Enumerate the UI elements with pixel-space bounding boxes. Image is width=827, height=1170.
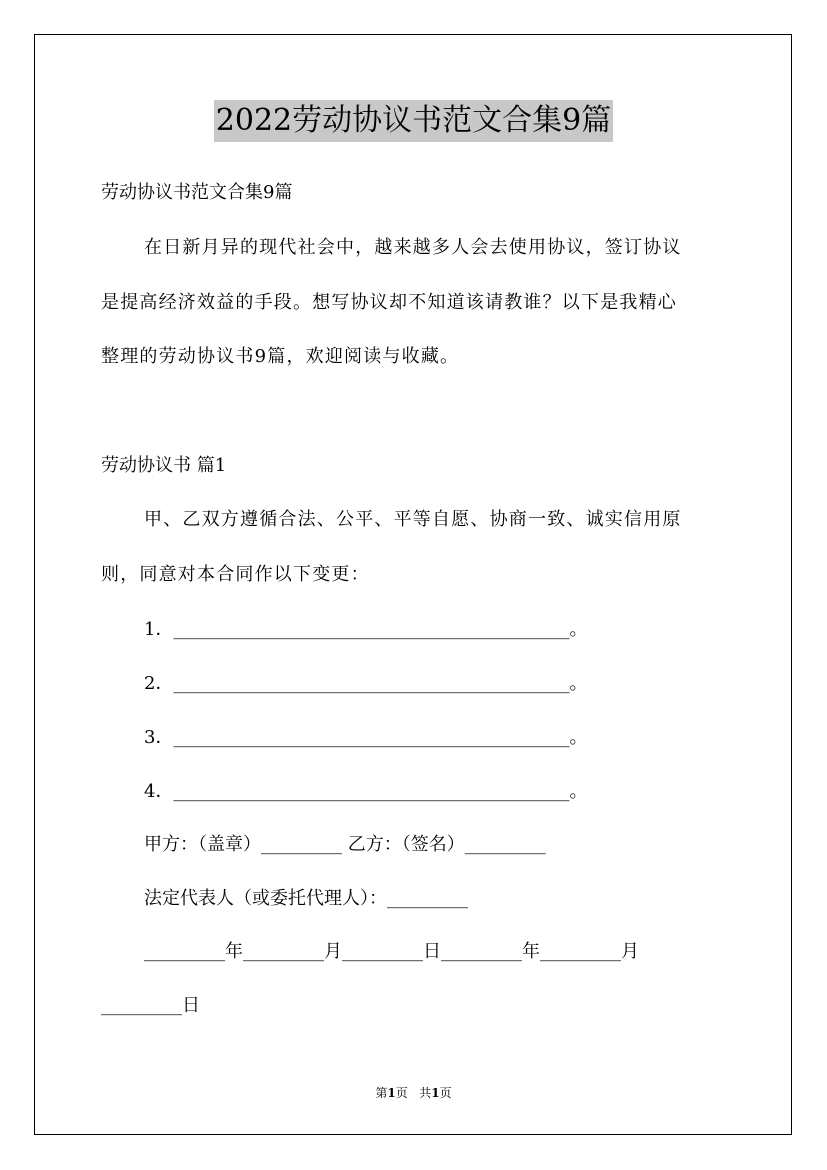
list-item-1: 1．____________________________________________。 — [144, 619, 588, 640]
footer-page-number: 1 — [387, 1086, 396, 1100]
section-body-line-2: 则，同意对本合同作以下变更： — [101, 564, 370, 585]
footer-total-suffix: 页 — [439, 1086, 452, 1100]
footer-total-prefix: 共 — [419, 1086, 432, 1100]
date-line-2: _________日 — [101, 995, 200, 1016]
intro-line-1: 在日新月异的现代社会中，越来越多人会去使用协议，签订协议 — [144, 237, 682, 258]
intro-line-2: 是提高经济效益的手段。想写协议却不知道该请教谁？以下是我精心 — [101, 292, 677, 313]
document-title: 2022劳动协议书范文合集9篇 — [214, 100, 613, 142]
list-item-2: 2．____________________________________________。 — [144, 673, 588, 694]
footer-page-suffix: 页 — [395, 1086, 408, 1100]
party-signature-line: 甲方：（盖章）_________ 乙方：（签名）_________ — [144, 834, 546, 855]
date-line-1: _________年_________月_________日_________年_________月 — [144, 941, 639, 962]
page-footer — [0, 1085, 827, 1101]
list-item-4: 4．____________________________________________。 — [144, 781, 588, 802]
section-heading: 劳动协议书 篇1 — [101, 455, 227, 476]
section-body-line-1: 甲、乙双方遵循合法、公平、平等自愿、协商一致、诚实信用原 — [144, 509, 682, 530]
intro-line-3: 整理的劳动协议书9篇，欢迎阅读与收藏。 — [101, 346, 460, 367]
document-subtitle: 劳动协议书范文合集9篇 — [101, 182, 293, 203]
list-item-3: 3．____________________________________________。 — [144, 727, 588, 748]
title-container — [0, 100, 827, 142]
representative-line: 法定代表人（或委托代理人）：_________ — [144, 888, 468, 909]
footer-page-prefix: 第 — [375, 1086, 388, 1100]
footer-total-pages: 1 — [431, 1086, 440, 1100]
